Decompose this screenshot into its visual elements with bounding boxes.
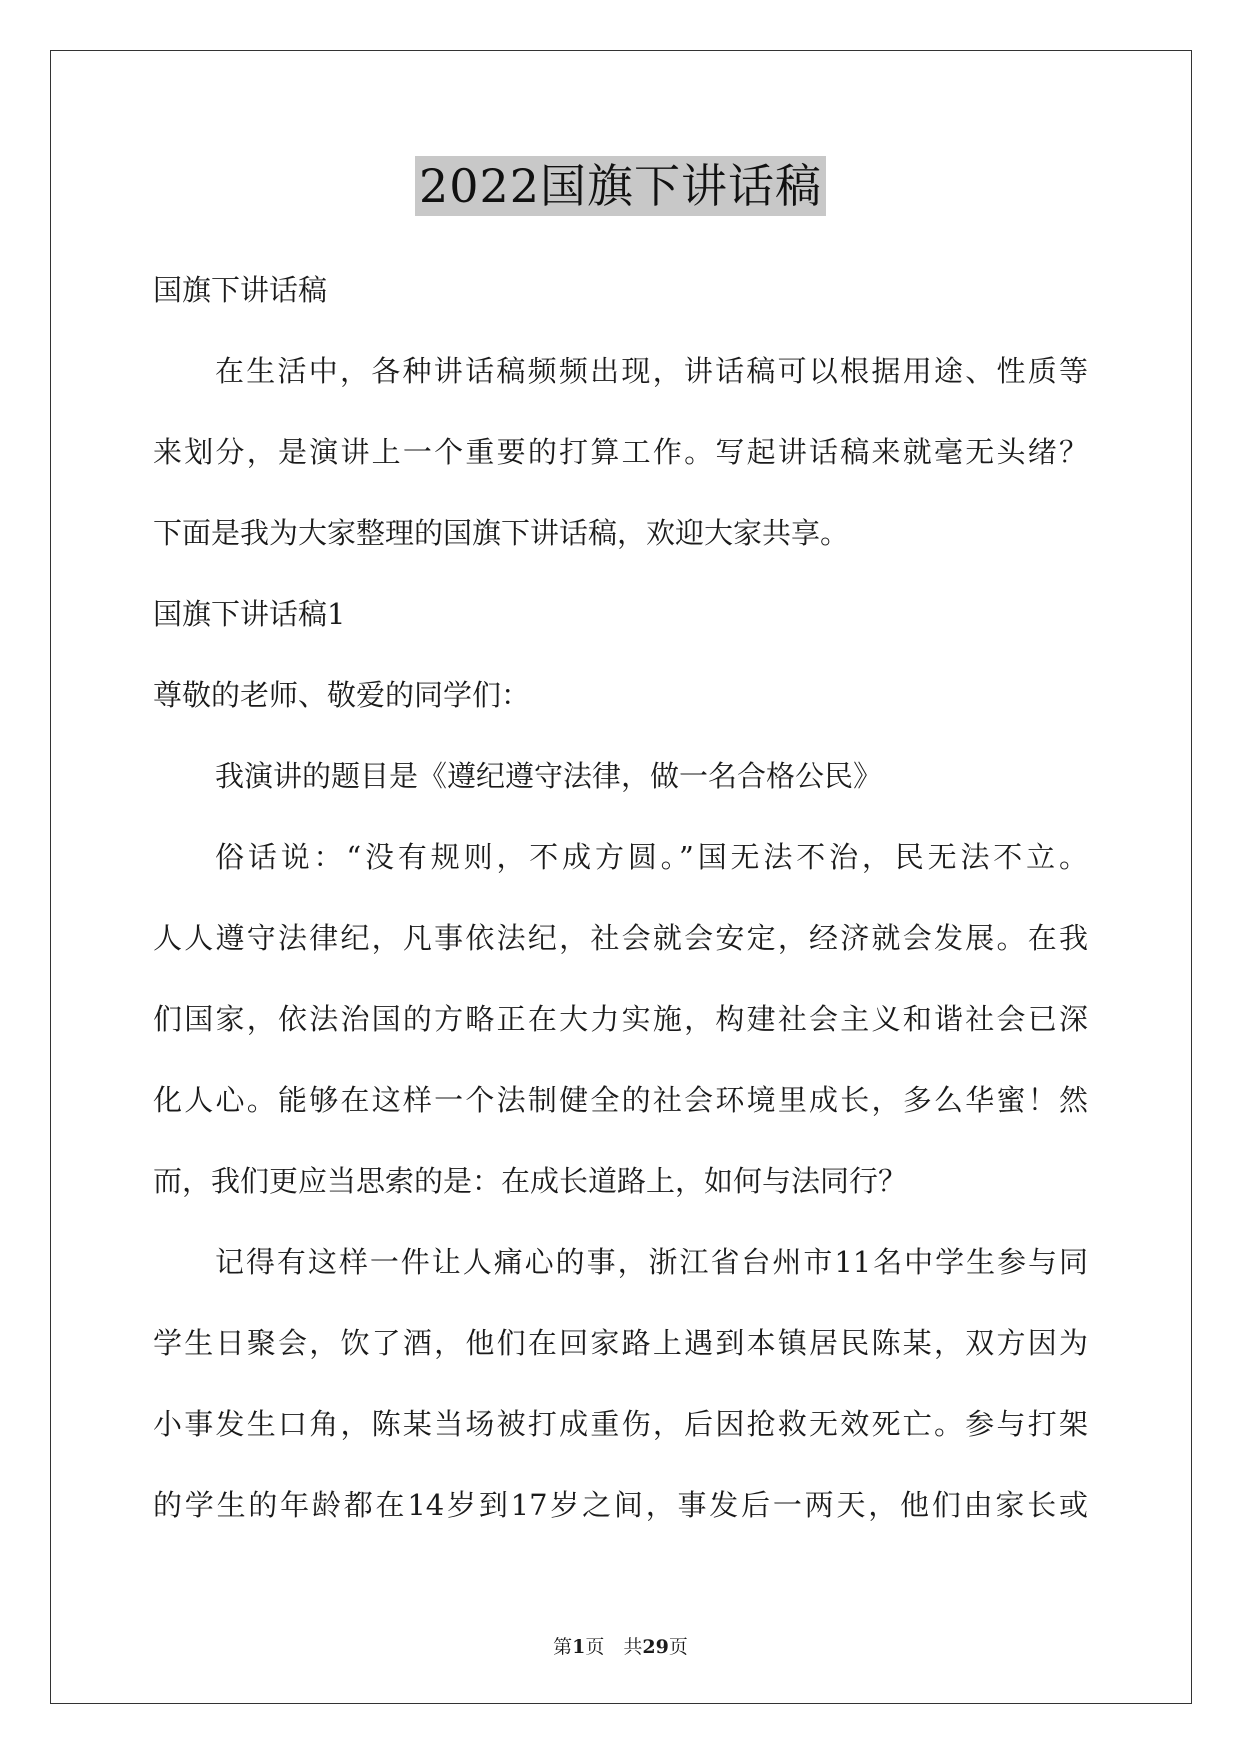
page-current: 1 xyxy=(572,1636,586,1658)
page-total: 29 xyxy=(642,1636,669,1658)
paragraph-line: 学生日聚会，饮了酒，他们在回家路上遇到本镇居民陈某，双方因为 xyxy=(153,1326,1088,1360)
section-heading: 国旗下讲话稿 xyxy=(153,273,328,307)
salutation: 尊敬的老师、敬爱的同学们： xyxy=(153,678,531,712)
paragraph-line: 我演讲的题目是《遵纪遵守法律，做一名合格公民》 xyxy=(215,759,883,793)
paragraph-line: 小事发生口角，陈某当场被打成重伤，后因抢救无效死亡。参与打架 xyxy=(153,1407,1088,1441)
paragraph-line: 们国家，依法治国的方略正在大力实施，构建社会主义和谐社会已深 xyxy=(153,1002,1088,1036)
paragraph-line: 的学生的年龄都在14岁到17岁之间，事发后一两天，他们由家长或 xyxy=(153,1488,1088,1522)
paragraph-line: 来划分，是演讲上一个重要的打算工作。写起讲话稿来就毫无头绪？ xyxy=(153,435,1088,469)
page-suffix: 页 xyxy=(668,1636,688,1658)
paragraph-line: 俗话说：“没有规则，不成方圆。”国无法不治，民无法不立。 xyxy=(215,840,1088,874)
page-mid: 页 共 xyxy=(585,1636,643,1658)
paragraph-line: 下面是我为大家整理的国旗下讲话稿，欢迎大家共享。 xyxy=(153,516,850,550)
paragraph-line: 人人遵守法律纪，凡事依法纪，社会就会安定，经济就会发展。在我 xyxy=(153,921,1088,955)
page-footer xyxy=(0,1632,1241,1659)
document-title: 2022国旗下讲话稿 xyxy=(415,156,826,216)
paragraph-line: 而，我们更应当思索的是：在成长道路上，如何与法同行？ xyxy=(153,1164,908,1198)
document-body xyxy=(153,250,1088,1546)
paragraph-line: 记得有这样一件让人痛心的事，浙江省台州市11名中学生参与同 xyxy=(215,1245,1088,1279)
section-heading: 国旗下讲话稿1 xyxy=(153,597,346,631)
title-container xyxy=(0,156,1241,216)
paragraph-line: 化人心。能够在这样一个法制健全的社会环境里成长，多么华蜜！然 xyxy=(153,1083,1088,1117)
page-prefix: 第 xyxy=(553,1636,573,1658)
paragraph-line: 在生活中，各种讲话稿频频出现，讲话稿可以根据用途、性质等 xyxy=(215,354,1088,388)
